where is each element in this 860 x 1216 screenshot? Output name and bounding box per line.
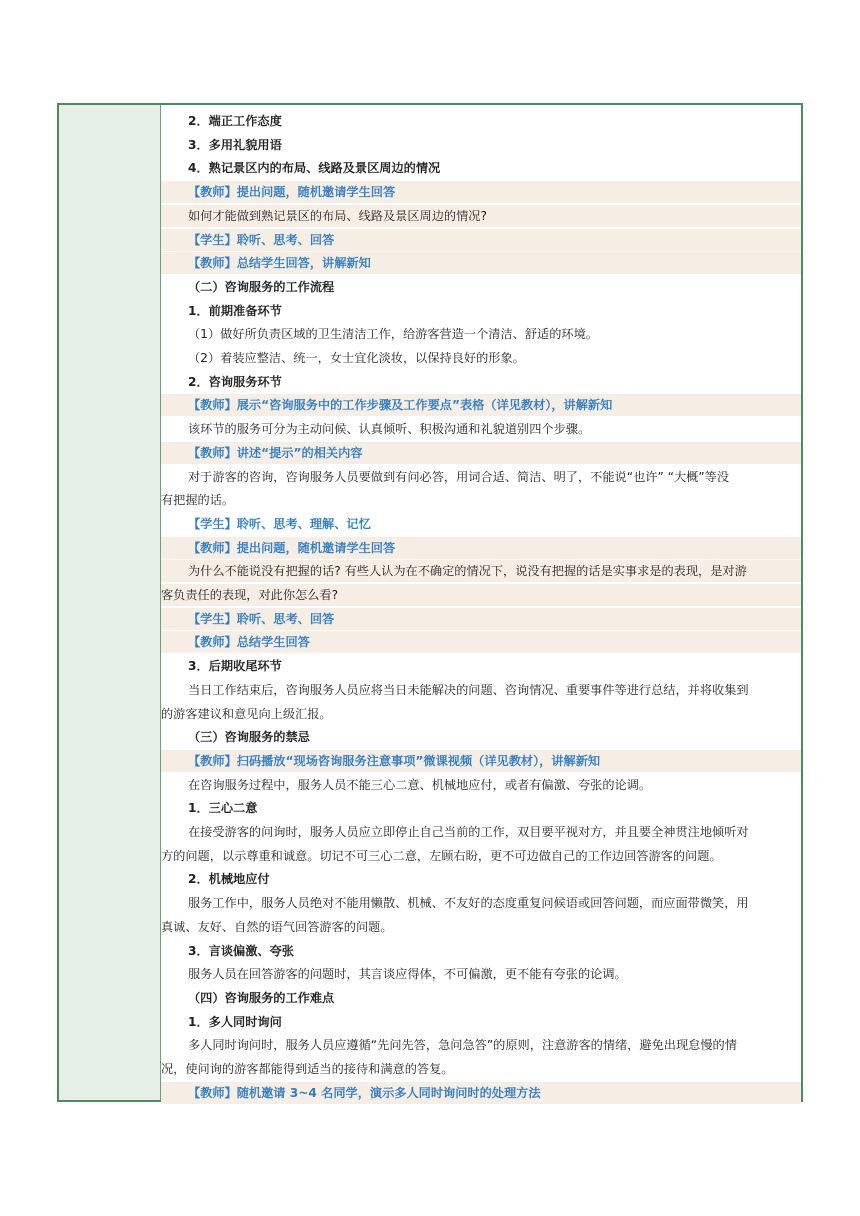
text-line: 对于游客的咨询，咨询服务人员要做到有问必答，用词合适、简洁、明了，不能说“也许” “大概”等没: [188, 469, 730, 484]
text-line: 【学生】聆听、思考、回答: [161, 608, 801, 630]
text-line: 【教师】提出问题，随机邀请学生回答: [161, 181, 801, 203]
text-line: （三）咨询服务的禁忌: [188, 730, 310, 745]
text-line: （2）着装应整洁、统一，女士宜化淡妆，以保持良好的形象。: [188, 351, 525, 365]
text-line: 2．咨询服务环节: [188, 374, 282, 389]
text-line: 服务工作中，服务人员绝对不能用懒散、机械、不友好的态度重复问候语或回答问题，而应面带微笑，用: [188, 896, 749, 911]
text-line: 真诚、友好、自然的语气回答游客的问题。: [161, 919, 393, 934]
text-line: 4．熟记景区内的布局、线路及景区周边的情况: [188, 161, 441, 176]
text-line: 有把握的话。: [161, 493, 235, 508]
text-line: 3．后期收尾环节: [188, 659, 282, 674]
text-line: （二）咨询服务的工作流程: [188, 279, 335, 294]
text-line: 1．三心二意: [188, 801, 258, 816]
text-line: （四）咨询服务的工作难点: [188, 990, 335, 1005]
text-line: 为什么不能说没有把握的话? 有些人认为在不确定的情况下，说没有把握的话是实事求是的表现，是对游: [161, 560, 801, 582]
text-line: 该环节的服务可分为主动问候、认真倾听、积极沟通和礼貌道别四个步骤。: [188, 422, 591, 437]
text-line: 1．前期准备环节: [188, 303, 282, 318]
left-column-cell: [59, 105, 161, 1100]
text-line: 在接受游客的问询时，服务人员应立即停止自己当前的工作，双目要平视对方，并且要全神贯注地倾听对: [188, 825, 749, 839]
text-line: 的游客建议和意见向上级汇报。: [161, 706, 332, 721]
text-line: 【教师】展示“咨询服务中的工作步骤及工作要点”表格（详见教材），讲解新知: [161, 394, 801, 416]
text-line: 2．端正工作态度: [188, 114, 282, 128]
text-line: 【教师】总结学生回答: [161, 631, 801, 653]
text-line: （1）做好所负责区域的卫生清洁工作，给游客营造一个清洁、舒适的环境。: [188, 327, 598, 342]
text-line: 【教师】扫码播放“现场咨询服务注意事项”微课视频（详见教材），讲解新知: [161, 750, 801, 772]
text-line: 【学生】聆听、思考、理解、记忆: [188, 516, 371, 531]
text-line: 服务人员在回答游客的问题时，其言谈应得体，不可偏激，更不能有夸张的论调。: [188, 967, 627, 982]
text-line: 客负责任的表现，对此你怎么看?: [161, 584, 801, 606]
text-line: 2．机械地应付: [188, 872, 270, 887]
text-line: 如何才能做到熟记景区的布局、线路及景区周边的情况?: [161, 205, 801, 227]
text-line: 况，使问询的游客都能得到适当的接待和满意的答复。: [161, 1062, 454, 1076]
text-line: 【教师】讲述“提示”的相关内容: [161, 442, 801, 464]
text-line: 当日工作结束后，咨询服务人员应将当日未能解决的问题、咨询情况、重要事件等进行总结，并将收集到: [188, 682, 749, 697]
text-line: 【教师】随机邀请 3~4 名同学，演示多人同时询问时的处理方法: [161, 1082, 801, 1104]
content-cell: [161, 105, 801, 1100]
text-line: 在咨询服务过程中，服务人员不能三心二意、机械地应付，或者有偏激、夸张的论调。: [188, 777, 652, 792]
text-line: 1．多人同时询问: [188, 1014, 282, 1029]
text-line: 方的问题，以示尊重和诚意。切记不可三心二意，左顾右盼，更不可边做自己的工作边回答游客的问题。: [161, 848, 722, 863]
text-line: 3．言谈偏激、夸张: [188, 943, 294, 958]
text-line: 【教师】提出问题，随机邀请学生回答: [161, 537, 801, 559]
text-line: 【学生】聆听、思考、回答: [161, 229, 801, 251]
text-line: 【教师】总结学生回答，讲解新知: [161, 252, 801, 274]
lesson-table: [57, 103, 803, 1102]
text-line: 多人同时询问时，服务人员应遵循“先问先答，急问急答”的原则，注意游客的情绪，避免出现怠慢的情: [188, 1038, 737, 1053]
text-line: 3．多用礼貌用语: [188, 137, 282, 152]
